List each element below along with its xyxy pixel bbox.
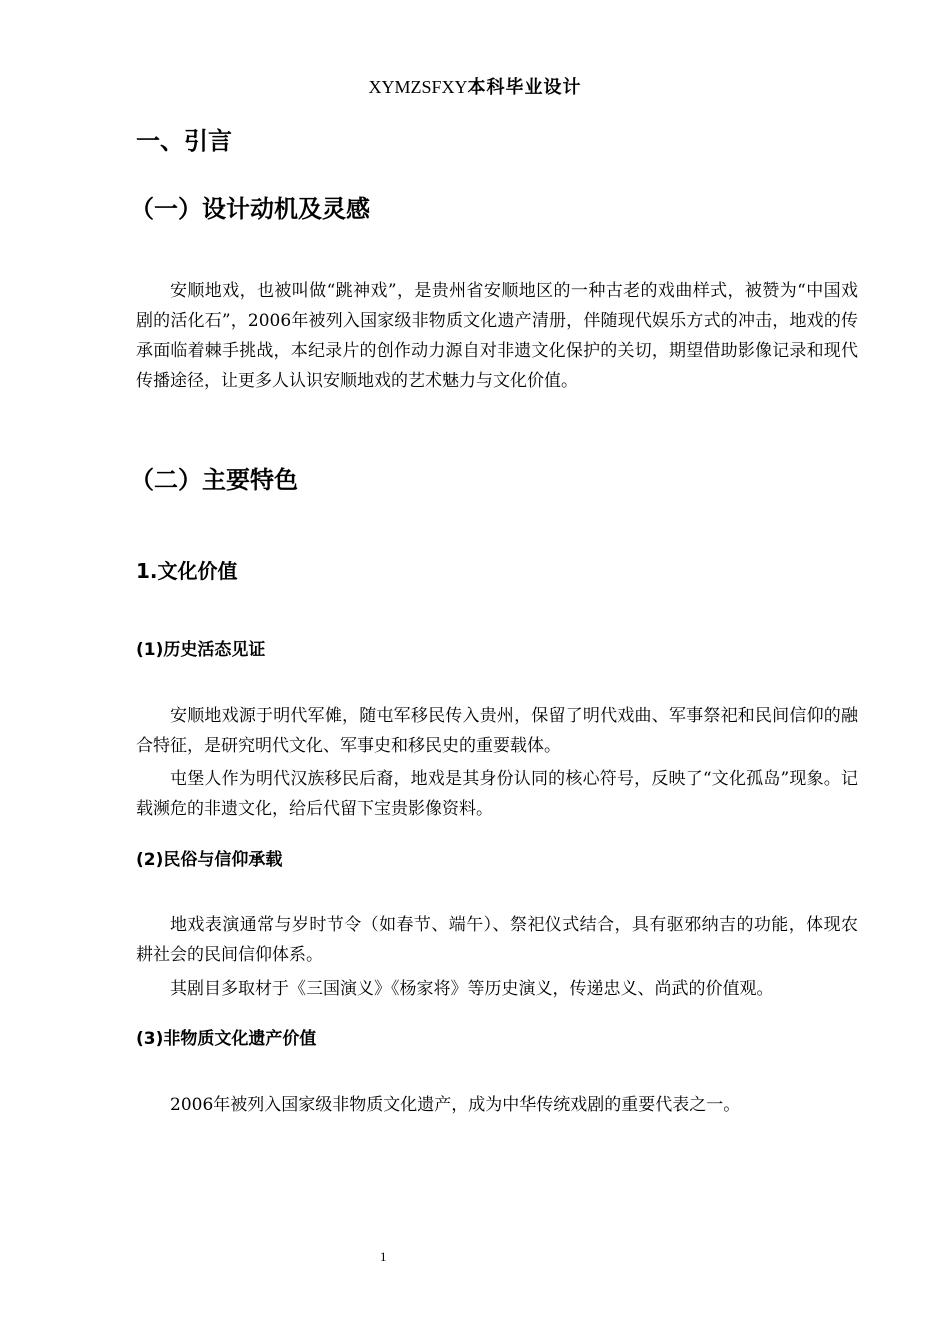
motivation-paragraph: 安顺地戏，也被叫做“跳神戏”，是贵州省安顺地区的一种古老的戏曲样式，被赞为“中国戏剧的活化石”，2006年被列入国家级非物质文化遗产清册，伴随现代娱乐方式的冲击，地戏的传承面临着棘手挑战，本纪录片的创作动力源自对非遗文化保护的关切，期望借助影像记录和现代传播途径，让更多人认识安顺地戏的艺术魅力与文化价值。: [136, 281, 858, 391]
header-code: XYMZSFXY: [368, 77, 468, 97]
folk-paragraph-2: 其剧目多取材于《三国演义》《杨家将》等历史演义，传递忠义、尚武的价值观。: [170, 979, 774, 999]
header-title: 本科毕业设计: [467, 77, 582, 98]
heading-history: (1)历史活态见证: [136, 640, 266, 660]
heading-cultural-value: 1.文化价值: [136, 559, 238, 583]
history-paragraph-2: 屯堡人作为明代汉族移民后裔，地戏是其身份认同的核心符号，反映了“文化孤岛”现象。记载濒危的非遗文化，给后代留下宝贵影像资料。: [136, 769, 858, 819]
heading-folk-belief: (2)民俗与信仰承载: [136, 850, 283, 870]
section-heading-intro: 一、引言: [136, 127, 232, 155]
heritage-paragraph: 2006年被列入国家级非物质文化遗产，成为中华传统戏剧的重要代表之一。: [170, 1095, 741, 1115]
subsection-heading-features: （二）主要特色: [130, 466, 298, 494]
page-header: [0, 74, 950, 101]
subsection-heading-motivation: （一）设计动机及灵感: [130, 195, 370, 223]
folk-paragraph-1: 地戏表演通常与岁时节令（如春节、端午）、祭祀仪式结合，具有驱邪纳吉的功能，体现农耕社会的民间信仰体系。: [136, 915, 858, 965]
heading-heritage-value: (3)非物质文化遗产价值: [136, 1029, 317, 1049]
page-number: 1: [380, 1249, 387, 1264]
history-paragraph-1: 安顺地戏源于明代军傩，随屯军移民传入贵州，保留了明代戏曲、军事祭祀和民间信仰的融合特征，是研究明代文化、军事史和移民史的重要载体。: [136, 706, 858, 756]
